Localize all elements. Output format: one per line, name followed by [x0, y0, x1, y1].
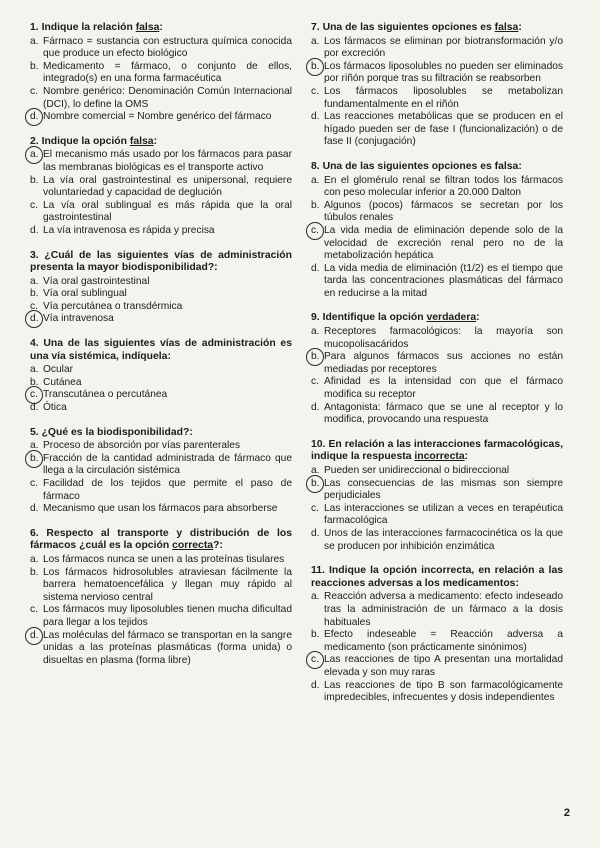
option-text: Los fármacos liposolubles no pueden ser eliminados por riñón porque tras su filtración se reabsorben: [324, 60, 563, 85]
question-text: Indique la relación: [41, 22, 136, 33]
question-text: En relación a las interacciones farmacológicas, indique la respuesta: [311, 438, 563, 463]
question-text: Una de las siguientes opciones es: [322, 22, 495, 33]
question-title: [30, 22, 292, 35]
right-column: [311, 22, 563, 717]
option-text: La vida media de eliminación (t1/2) es el tiempo que tarda las concentraciones plasmáticas del fármaco en reducirse a la mitad: [324, 262, 563, 299]
answer-option: [311, 376, 563, 401]
option-letter: a.: [311, 326, 320, 338]
option-letter: c.: [30, 199, 38, 211]
question-text: Una de las siguientes vías de administración es una vía sistémica, indíquela:: [30, 338, 292, 362]
option-letter: a.: [311, 591, 320, 603]
answer-option: [311, 111, 563, 149]
question-text: Indique la opción incorrecta, en relación a las reacciones adversas a los medicamentos:: [311, 565, 564, 589]
option-text: Vía intravenosa: [43, 313, 114, 325]
option-letter: a.: [311, 35, 320, 47]
answer-option: [311, 200, 563, 225]
option-letter: a.: [311, 465, 320, 476]
question-6: [30, 528, 292, 668]
answer-option-circled: [30, 630, 292, 668]
option-text: Las moléculas del fármaco se transportan en la sangre unidas a las proteínas plasmáticas (forma unida) o disueltas en plasma (forma libre): [43, 629, 292, 666]
option-letter: c.: [30, 478, 38, 489]
question-number: 7.: [311, 22, 320, 33]
question-title: [311, 312, 563, 325]
option-letter: c.: [30, 85, 38, 97]
question-5: [30, 427, 292, 516]
option-letter: b.: [30, 174, 39, 186]
question-number: 11.: [311, 565, 325, 577]
option-letter: b.: [30, 60, 39, 72]
answer-option: [30, 175, 292, 200]
question-title: [311, 161, 563, 174]
option-text: Los fármacos hidrosolubles atraviesan fácilmente la barrera hematoencefálica y llegan muy rápido al sistema nervioso central: [43, 566, 292, 603]
option-text: Los fármacos liposolubles se metabolizan fundamentalmente en el riñón: [324, 85, 563, 110]
question-keyword-underlined: incorrecta: [414, 451, 465, 463]
option-text: Las reacciones de tipo B son farmacológicamente impredecibles, infrecuentes y dosis independientes: [324, 679, 563, 704]
option-text: Cutánea: [43, 376, 82, 388]
answer-option: [30, 503, 292, 516]
option-text: Los fármacos se eliminan por biotransformación y/o por excreción: [324, 35, 563, 60]
answer-option: [311, 36, 563, 61]
option-text: Afinidad es la intensidad con que el fármaco modifica su receptor: [324, 376, 563, 401]
answer-option-circled: [311, 478, 563, 503]
option-letter: a.: [30, 440, 39, 452]
question-number: 5.: [30, 426, 39, 438]
option-text: Ocular: [43, 364, 74, 376]
option-letter: d.: [311, 111, 320, 123]
question-10: [311, 439, 563, 553]
option-letter: c.: [311, 502, 319, 514]
question-1: [30, 22, 292, 124]
option-text: La vida media de eliminación depende solo de la velocidad de excreción renal pero no de la metabolización hepática: [324, 224, 563, 262]
option-letter: a.: [30, 364, 39, 376]
answer-option-circled: [30, 453, 292, 478]
answer-option: [311, 402, 563, 427]
question-title: [30, 250, 292, 275]
question-keyword-underlined: falsa: [494, 22, 519, 33]
option-letter: d.: [311, 527, 320, 539]
option-letter: c.: [311, 85, 319, 97]
answer-option-circled: [30, 111, 292, 124]
question-title: [311, 22, 563, 35]
option-letter: a.: [311, 174, 320, 186]
question-text: ¿Cuál de las siguientes vías de administración presenta la mayor biodisponibilidad?:: [30, 249, 292, 274]
question-text: Una de las siguientes opciones es falsa:: [322, 160, 522, 172]
option-text: La vía oral sublingual es más rápida que la oral gastrointestinal: [43, 199, 292, 224]
answer-option: [30, 36, 292, 61]
question-title: [311, 439, 563, 464]
option-letter: d.: [311, 262, 320, 274]
answer-option: [311, 465, 563, 478]
question-9: [311, 312, 563, 426]
question-2: [30, 136, 292, 238]
page-number: 2: [563, 807, 570, 819]
option-letter: d.: [311, 401, 320, 413]
option-text: Las reacciones de tipo A presentan una mortalidad elevada y son muy raras: [324, 654, 563, 678]
option-text: Unos de las interacciones farmacocinética os la que se producen por inhibición enzimática: [324, 527, 563, 552]
question-8: [311, 161, 563, 301]
option-letter: b.: [311, 478, 323, 491]
answer-option: [30, 402, 292, 415]
question-text-end: ?:: [213, 540, 223, 552]
option-letter: c.: [30, 389, 42, 402]
option-text: Vía oral sublingual: [43, 288, 127, 300]
answer-option: [311, 263, 563, 301]
answer-option: [30, 288, 292, 301]
option-text: Efecto indeseable = Reacción adversa a medicamento (son prácticamente sinónimos): [324, 629, 563, 653]
question-title: [311, 565, 563, 590]
option-text: Proceso de absorción por vías parenterales: [43, 440, 241, 452]
question-3: [30, 250, 292, 327]
option-letter: d.: [30, 111, 42, 124]
answer-option-circled: [30, 389, 292, 402]
option-text: Medicamento = fármaco, o conjunto de ellos, integrado(s) en una forma farmacéutica: [43, 60, 292, 85]
option-text: Algunos (pocos) fármacos se secretan por los túbulos renales: [324, 199, 563, 224]
question-number: 10.: [311, 438, 326, 450]
option-text: Vía oral gastrointestinal: [43, 275, 150, 287]
option-letter: d.: [30, 630, 42, 643]
option-text: Transcutánea o percutánea: [43, 389, 168, 401]
answer-option: [30, 604, 292, 629]
option-letter: b.: [311, 629, 320, 641]
question-title: [30, 528, 292, 553]
question-text: ¿Qué es la biodisponibilidad?:: [41, 426, 193, 438]
option-letter: b.: [30, 453, 42, 466]
option-text: Antagonista: fármaco que se une al receptor y lo modifica, provocando una respuesta: [324, 401, 563, 426]
option-letter: b.: [30, 376, 39, 388]
answer-option: [30, 554, 292, 567]
question-number: 8.: [311, 160, 320, 172]
question-number: 3.: [30, 249, 39, 261]
question-keyword-underlined: falsa: [135, 22, 160, 33]
question-text: Respecto al transporte y distribución de los fármacos ¿cuál es la opción: [30, 527, 292, 552]
answer-option: [30, 364, 292, 377]
option-text: Los fármacos nunca se unen a las proteínas tisulares: [43, 553, 285, 565]
option-text: Para algunos fármacos sus acciones no están mediadas por receptores: [324, 351, 563, 375]
option-text: Mecanismo que usan los fármacos para absorberse: [43, 503, 278, 515]
answer-option: [311, 326, 563, 351]
option-letter: d.: [30, 224, 39, 236]
question-text-end: :: [464, 451, 469, 463]
question-title: [30, 338, 292, 363]
question-number: 2.: [30, 135, 39, 147]
option-text: Las consecuencias de las mismas son siempre perjudiciales: [324, 477, 563, 502]
option-letter: c.: [30, 604, 38, 616]
answer-option: [311, 503, 563, 528]
question-7: [311, 22, 563, 149]
answer-option: [30, 377, 292, 390]
option-letter: d.: [30, 402, 39, 414]
question-text-end: :: [153, 135, 158, 147]
question-text-end: :: [159, 22, 163, 33]
answer-option: [30, 200, 292, 225]
option-letter: b.: [311, 351, 323, 364]
option-letter: b.: [30, 566, 39, 578]
answer-option-circled: [30, 149, 292, 174]
option-letter: d.: [30, 313, 42, 326]
answer-option: [311, 629, 563, 654]
question-number: 1.: [30, 22, 39, 33]
answer-option: [30, 440, 292, 453]
left-column: [30, 22, 292, 679]
option-letter: b.: [30, 288, 39, 300]
option-text: Ótica: [43, 402, 67, 414]
option-letter: b.: [311, 61, 323, 74]
answer-option-circled: [30, 313, 292, 326]
option-letter: b.: [311, 199, 320, 211]
option-text: Las reacciones metabólicas que se producen en el hígado pueden ser de fase I (funcionalización) o de fase II (conjugación): [324, 111, 563, 148]
answer-option: [30, 301, 292, 314]
question-11: [311, 565, 563, 705]
question-keyword-underlined: verdadera: [426, 312, 477, 324]
option-text: En el glomérulo renal se filtran todos los fármacos con peso molecular inferior a 20.000 Dalton: [324, 174, 563, 199]
question-title: [30, 136, 292, 149]
question-keyword-underlined: correcta: [172, 540, 214, 552]
option-letter: a.: [30, 35, 39, 47]
answer-option: [30, 61, 292, 86]
question-text: Indique la opción: [41, 135, 130, 147]
option-text: El mecanismo más usado por los fármacos para pasar las membranas biológicas es el transporte activo: [43, 149, 292, 173]
option-letter: a.: [30, 275, 39, 287]
option-letter: a.: [30, 149, 42, 162]
option-letter: d.: [30, 503, 39, 515]
option-text: Los fármacos muy liposolubles tienen mucha dificultad para llegar a los tejidos: [43, 604, 292, 628]
answer-option: [30, 86, 292, 111]
option-letter: d.: [311, 679, 320, 691]
option-text: Las interacciones se utilizan a veces en terapéutica farmacológica: [324, 502, 563, 527]
option-letter: c.: [311, 225, 323, 238]
answer-option-circled: [311, 654, 563, 679]
option-letter: c.: [311, 376, 319, 388]
option-text: Nombre comercial = Nombre genérico del fármaco: [43, 111, 272, 123]
option-text: La vía oral gastrointestinal es unipersonal, requiere voluntariedad y capacidad de deglución: [43, 174, 292, 199]
answer-option: [30, 567, 292, 605]
option-letter: a.: [30, 553, 39, 565]
option-text: Nombre genérico: Denominación Común Internacional (DCI), lo define la OMS: [43, 85, 292, 110]
option-text: Fármaco = sustancia con estructura química conocida que produce un efecto biológico: [43, 35, 292, 60]
question-text-end: :: [476, 312, 480, 324]
answer-option: [311, 591, 563, 629]
option-text: Receptores farmacológicos: la mayoría son mucopolisacáridos: [324, 326, 563, 350]
option-letter: c.: [30, 300, 38, 312]
question-title: [30, 427, 292, 440]
option-text: Vía percutánea o transdérmica: [43, 300, 183, 312]
option-text: Facilidad de los tejidos que permite el paso de fármaco: [43, 478, 292, 502]
option-text: Pueden ser unidireccional o bidireccional: [324, 465, 510, 476]
answer-option-circled: [311, 225, 563, 263]
answer-option: [30, 225, 292, 238]
answer-option-circled: [311, 61, 563, 86]
question-text-end: :: [518, 22, 522, 33]
answer-option: [311, 175, 563, 200]
option-text: La vía intravenosa es rápida y precisa: [43, 224, 215, 236]
question-number: 6.: [30, 527, 39, 539]
option-letter: c.: [311, 654, 323, 667]
option-text: Reacción adversa a medicamento: efecto indeseado tras la administración de un fármaco a la dosis habituales: [324, 591, 563, 628]
answer-option: [30, 478, 292, 503]
answer-option: [311, 86, 563, 111]
answer-option: [311, 680, 563, 705]
answer-option-circled: [311, 351, 563, 376]
option-text: Fracción de la cantidad administrada de fármaco que llega a la circulación sistémica: [43, 452, 292, 477]
answer-option: [30, 276, 292, 289]
question-number: 4.: [30, 338, 39, 350]
question-number: 9.: [311, 312, 320, 324]
question-4: [30, 338, 292, 415]
answer-option: [311, 528, 563, 553]
question-text: Identifique la opción: [322, 312, 427, 324]
question-keyword-underlined: falsa: [129, 135, 154, 147]
